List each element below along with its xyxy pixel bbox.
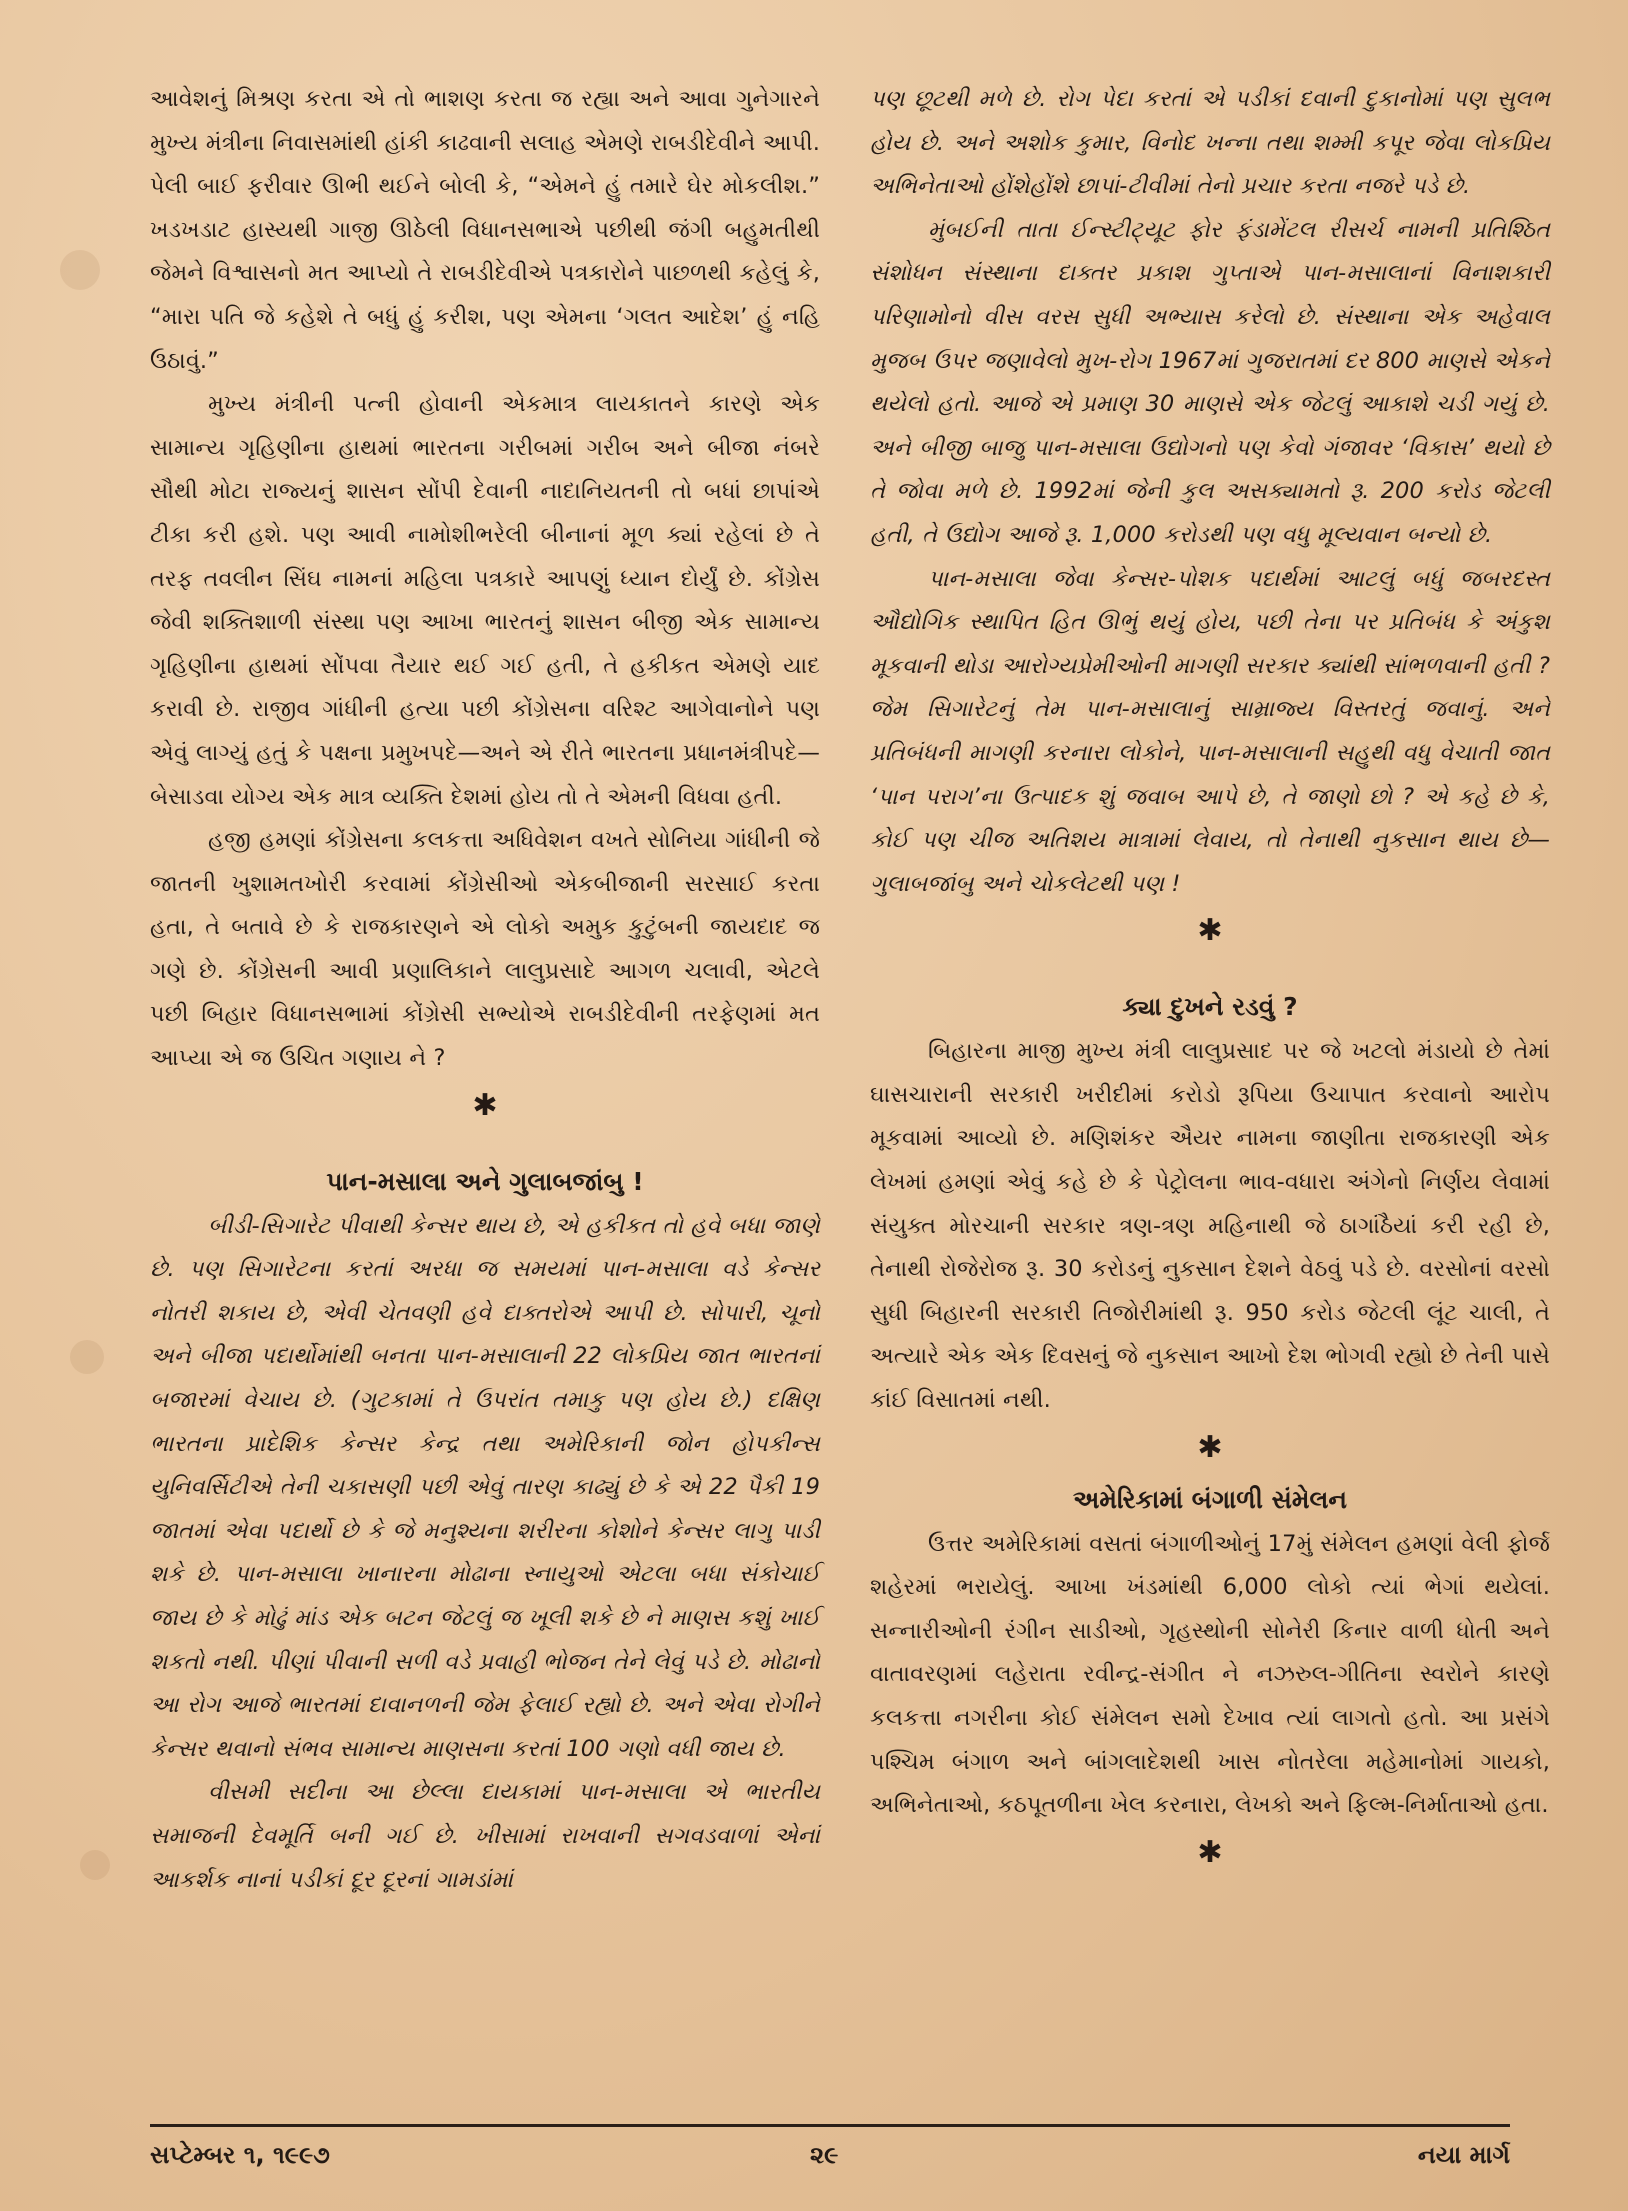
page-number: ૨૯: [810, 2141, 839, 2169]
paragraph: વીસમી સદીના આ છેલ્લા દાયકામાં પાન-મસાલા એ ભારતીય સમાજની દેવમૂર્તિ બની ગઈ છે. ખીસામાં રાખવાની સગવડવાળાં એનાં આકર્શક નાનાં પડીકાં દૂર દૂરનાં ગામડાંમાં: [150, 1779, 820, 1893]
section-separator: ✱: [1197, 1429, 1223, 1465]
section-heading: ક્યા દુખને રડવું ?: [1122, 992, 1298, 1022]
page-stain: [60, 250, 100, 290]
section-separator: ✱: [472, 1087, 498, 1123]
section-heading: પાન-મસાલા અને ગુલાબજાંબુ !: [326, 1166, 644, 1196]
magazine-name: નયા માર્ગ: [1417, 2141, 1510, 2169]
page-footer: [150, 2124, 1510, 2187]
paragraph: ઉત્તર અમેરિકામાં વસતાં બંગાળીઓનું 17મું સંમેલન હમણાં વેલી ફોર્જ શહેરમાં ભરાયેલું. આખા ખંડમાંથી 6,000 લોકો ત્યાં ભેગાં થયેલાં. સન્નારીઓની રંગીન સાડીઓ, ગૃહસ્થોની સોનેરી કિનાર વાળી ધોતી અને વાતાવરણમાં લહેરાતા રવીન્દ્ર-સંગીત ને નઝરુલ-ગીતિના સ્વરોને કારણે કલકત્તા નગરીના કોઈ સંમેલન સમો દેખાવ ત્યાં લાગતો હતો. આ પ્રસંગે પશ્ચિમ બંગાળ અને બાંગલાદેશથી ખાસ નોતરેલા મહેમાનોમાં ગાયકો, અભિનેતાઓ, કઠપૂતળીના ખેલ કરનારા, લેખકો અને ફિલ્મ-નિર્માતાઓ હતા.: [870, 1530, 1550, 1819]
paragraph: આવેશનું મિશ્રણ કરતા એ તો ભાશણ કરતા જ રહ્યા અને આવા ગુનેગારને મુખ્ય મંત્રીના નિવાસમાંથી હાંકી કાઢવાની સલાહ એમણે રાબડીદેવીને આપી. પેલી બાઈ ફરીવાર ઊભી થઈને બોલી કે, “એમને હું તમારે ઘેર મોકલીશ.” ખડખડાટ હાસ્યથી ગાજી ઊઠેલી વિધાનસભાએ પછીથી જંગી બહુમતીથી જેમને વિશ્વાસનો મત આપ્યો તે રાબડીદેવીએ પત્રકારોને પાછળથી કહેલું કે, “મારા પતિ જે કહેશે તે બધું હું કરીશ, પણ એમના ‘ગલત આદેશ’ હું નહિ ઉઠાવું.”: [150, 86, 820, 374]
paragraph: પણ છૂટથી મળે છે. રોગ પેદા કરતાં એ પડીકાં દવાની દુકાનોમાં પણ સુલભ હોય છે. અને અશોક કુમાર, વિનોદ ખન્ના તથા શમ્મી કપૂર જેવા લોકપ્રિય અભિનેતાઓ હોંશેહોંશે છાપાં-ટીવીમાં તેનો પ્રચાર કરતા નજરે પડે છે.: [870, 86, 1550, 200]
paragraph: બીડી-સિગારેટ પીવાથી કેન્સર થાય છે, એ હકીકત તો હવે બધા જાણે છે. પણ સિગારેટના કરતાં અરધા જ સમયમાં પાન-મસાલા વડે કેન્સર નોતરી શકાય છે, એવી ચેતવણી હવે દાક્તરોએ આપી છે. સોપારી, ચૂનો અને બીજા પદાર્થોમાંથી બનતા પાન-મસાલાની 22 લોકપ્રિય જાત ભારતનાં બજારમાં વેચાય છે. (ગુટકામાં તે ઉપરાંત તમાકુ પણ હોય છે.) દક્ષિણ ભારતના પ્રાદેશિક કેન્સર કેન્દ્ર તથા અમેરિકાની જોન હોપકીન્સ યુનિવર્સિટીએ તેની ચકાસણી પછી એવું તારણ કાઢ્યું છે કે એ 22 પૈકી 19 જાતમાં એવા પદાર્થો છે કે જે મનુશ્યના શરીરના કોશોને કેન્સર લાગુ પાડી શકે છે. પાન-મસાલા ખાનારના મોઢાના સ્નાયુઓ એટલા બધા સંકોચાઈ જાય છે કે મોઢું માંડ એક બટન જેટલું જ ખૂલી શકે છે ને માણસ કશું ખાઈ શકતો નથી. પીણાં પીવાની સળી વડે પ્રવાહી ભોજન તેને લેવું પડે છે. મોઢાનો આ રોગ આજે ભારતમાં દાવાનળની જેમ ફેલાઈ રહ્યો છે. અને એવા રોગીને કેન્સર થવાનો સંભવ સામાન્ય માણસના કરતાં 100 ગણો વધી જાય છે.: [150, 1212, 820, 1762]
issue-date: સપ્ટેમ્બર ૧, ૧૯૯૭: [150, 2141, 330, 2169]
paragraph: હજી હમણાં કોંગ્રેસના કલકત્તા અધિવેશન વખતે સોનિયા ગાંધીની જે જાતની ખુશામતખોરી કરવામાં કોંગ્રેસીઓ એકબીજાની સરસાઈ કરતા હતા, તે બતાવે છે કે રાજકારણને એ લોકો અમુક કુટુંબની જાયદાદ જ ગણે છે. કોંગ્રેસની આવી પ્રણાલિકાને લાલુપ્રસાદે આગળ ચલાવી, એટલે પછી બિહાર વિધાનસભામાં કોંગ્રેસી સભ્યોએ રાબડીદેવીની તરફેણમાં મત આપ્યા એ જ ઉચિત ગણાય ને ?: [150, 827, 820, 1072]
paragraph: પાન-મસાલા જેવા કેન્સર-પોશક પદાર્થમાં આટલું બધું જબરદસ્ત ઔદ્યોગિક સ્થાપિત હિત ઊભું થયું હોય, પછી તેના પર પ્રતિબંધ કે અંકુશ મૂકવાની થોડા આરોગ્યપ્રેમીઓની માગણી સરકાર ક્યાંથી સાંભળવાની હતી ? જેમ સિગારેટનું તેમ પાન-મસાલાનું સામ્રાજ્ય વિસ્તરતું જવાનું. અને પ્રતિબંધની માગણી કરનારા લોકોને, પાન-મસાલાની સહુથી વધુ વેચાતી જાત ‘પાન પરાગ’ના ઉત્પાદક શું જવાબ આપે છે, તે જાણો છો ? એ કહે છે કે, કોઈ પણ ચીજ અતિશય માત્રામાં લેવાય, તો તેનાથી નુકસાન થાય છે—ગુલાબજાંબુ અને ચોકલેટથી પણ !: [870, 565, 1550, 897]
section-separator: ✱: [1197, 1834, 1223, 1870]
paragraph: બિહારના માજી મુખ્ય મંત્રી લાલુપ્રસાદ પર જે ખટલો મંડાયો છે તેમાં ઘાસચારાની સરકારી ખરીદીમાં કરોડો રૂપિયા ઉચાપાત કરવાનો આરોપ મૂકવામાં આવ્યો છે. મણિશંકર ઐયર નામના જાણીતા રાજકારણી એક લેખમાં હમણાં એવું કહે છે કે પેટ્રોલના ભાવ-વધારા અંગેનો નિર્ણય લેવામાં સંયુક્ત મોરચાની સરકાર ત્રણ-ત્રણ મહિનાથી જે ઠાગાંઠૈયાં કરી રહી છે, તેનાથી રોજેરોજ રૂ. 30 કરોડનું નુકસાન દેશને વેઠવું પડે છે. વરસોનાં વરસો સુધી બિહારની સરકારી તિજોરીમાંથી રૂ. 950 કરોડ જેટલી લૂંટ ચાલી, તે અત્યારે એક એક દિવસનું જે નુકસાન આખો દેશ ભોગવી રહ્યો છે તેની પાસે કાંઈ વિસાતમાં નથી.: [870, 1038, 1550, 1414]
page-stain: [80, 1850, 110, 1880]
paragraph: મુખ્ય મંત્રીની પત્ની હોવાની એકમાત્ર લાયકાતને કારણે એક સામાન્ય ગૃહિણીના હાથમાં ભારતના ગરીબમાં ગરીબ અને બીજા નંબરે સૌથી મોટા રાજ્યનું શાસન સોંપી દેવાની નાદાનિયતની તો બધાં છાપાંએ ટીકા કરી હશે. પણ આવી નામોશીભરેલી બીનાનાં મૂળ ક્યાં રહેલાં છે તે તરફ તવલીન સિંઘ નામનાં મહિલા પત્રકારે આપણું ધ્યાન દોર્યું છે. કોંગ્રેસ જેવી શક્તિશાળી સંસ્થા પણ આખા ભારતનું શાસન બીજી એક સામાન્ય ગૃહિણીના હાથમાં સોંપવા તૈયાર થઈ ગઈ હતી, તે હકીકત એમણે યાદ કરાવી છે. રાજીવ ગાંધીની હત્યા પછી કોંગ્રેસના વરિશ્ટ આગેવાનોને પણ એવું લાગ્યું હતું કે પક્ષના પ્રમુખપદે—અને એ રીતે ભારતના પ્રધાનમંત્રીપદે—બેસાડવા યોગ્ય એક માત્ર વ્યક્તિ દેશમાં હોય તો તે એમની વિધવા હતી.: [150, 391, 820, 810]
page-stain: [70, 1340, 104, 1374]
right-column: [870, 78, 1550, 1876]
paragraph: મુંબઈની તાતા ઈન્સ્ટીટ્યૂટ ફોર ફંડામેંટલ રીસર્ચ નામની પ્રતિશ્ઠિત સંશોધન સંસ્થાના દાક્તર પ્રકાશ ગુપ્તાએ પાન-મસાલાનાં વિનાશકારી પરિણામોનો વીસ વરસ સુધી અભ્યાસ કરેલો છે. સંસ્થાના એક અહેવાલ મુજબ ઉપર જણાવેલો મુખ-રોગ 1967માં ગુજરાતમાં દર 800 માણસે એકને થયેલો હતો. આજે એ પ્રમાણ 30 માણસે એક જેટલું આકાશે ચડી ગયું છે. અને બીજી બાજુ પાન-મસાલા ઉદ્યોગનો પણ કેવો ગંજાવર ‘વિકાસ’ થયો છે તે જોવા મળે છે. 1992માં જેની કુલ અસક્યામતો રૂ. 200 કરોડ જેટલી હતી, તે ઉદ્યોગ આજે રૂ. 1,000 કરોડથી પણ વધુ મૂલ્યવાન બન્યો છે.: [870, 216, 1550, 548]
section-heading: અમેરિકામાં બંગાળી સંમેલન: [1072, 1484, 1348, 1514]
left-column: [150, 78, 820, 1902]
section-separator: ✱: [1197, 913, 1223, 949]
